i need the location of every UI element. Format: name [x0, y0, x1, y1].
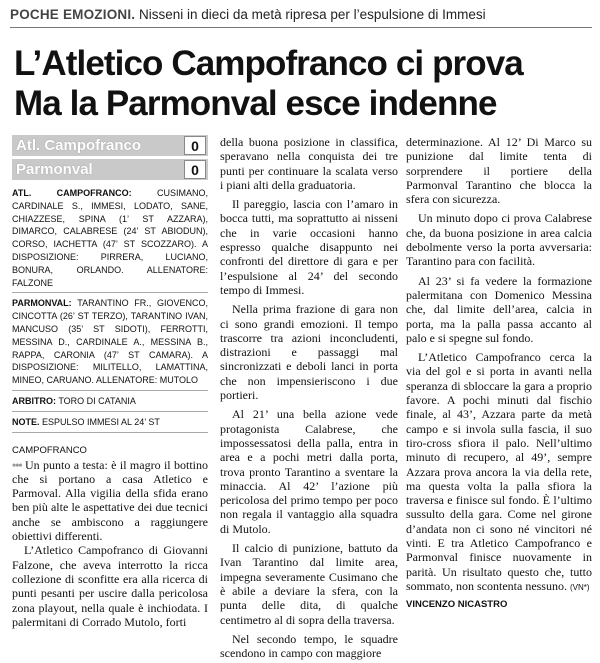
referee-info — [12, 391, 208, 412]
lineup-campofranco — [12, 183, 208, 293]
col3-paragraph-4 — [406, 350, 592, 595]
col3-paragraph-2: Un minuto dopo ci prova Calabrese che, da buona posizione in area calcia debolmente verso la porta avversaria: Tarantino para con facilità. — [406, 211, 592, 269]
col3-paragraph-4-text: L’Atletico Campofranco cerca la via del gol e si porta in avanti nella speranza di sbloccare la gara a proprio favore. A pochi minuti dal fischio finale, al 43’, Azzara parte da metà campo e si invola sulla fascia, il suo tiro-cross sfiora il palo. Nell’ultimo minuto di recupero, al 49’, sempre Azzara prova ancora la via della rete, ma questa volta la palla sfiora la traversa e finisce sul fondo. È l’ultimo sussulto della gara. Come nel girone d’andata non ci sono né vincitori né vinti. E tra Atletico Campofranco e Parmonval finisce nuovamente in parità. Un risultato questo che, tutto sommato, non scontenta nessuno. — [406, 350, 592, 593]
match-notes — [12, 412, 208, 433]
column-1 — [12, 135, 208, 629]
referee-label: ARBITRO: — [12, 395, 56, 406]
score-row-home — [12, 135, 208, 156]
home-team-name: Atl. Campofranco — [16, 137, 142, 154]
article-paragraph — [12, 458, 208, 544]
headline-line-1: L’Atletico Campofranco ci prova — [14, 44, 523, 83]
col2-paragraph-1: della buona posizione in classifica, speravano nella conquista dei tre punti per continuare la scalata verso i piani alti della graduatoria. — [220, 135, 398, 192]
kicker — [10, 6, 592, 24]
headline-line-2: Ma la Parmonval esce indenne — [14, 84, 497, 123]
column-2 — [220, 135, 398, 660]
top-rule — [10, 27, 592, 28]
col3-paragraph-3: Al 23’ si fa vedere la formazione palermitana con Domenico Messina che, dal limite dell’area, calcia in porta, ma la palla passa accanto al palo e si spegne sul fondo. — [406, 273, 592, 345]
author-initials: (VN*) — [569, 582, 590, 592]
dots-marker: ••• — [12, 457, 22, 472]
col2-paragraph-3: Nella prima frazione di gara non ci sono grandi emozioni. Il tempo trascorre tra azioni inconcludenti, distrazioni e passaggi mal sincronizzati e deboli lanci in porta che non impensieriscono i due portieri. — [220, 302, 398, 403]
away-team-name: Parmonval — [16, 161, 93, 178]
lineup-parmonval-text: TARANTINO FR., GIOVENCO, CINCOTTA (26’ ST TERZO), TARANTINO IVAN, MANCUSO (35’ ST SIDOTI), FERROTTI, MESSINA D., CARDINALE A., MESSINA B., RAPPA, CARONIA (47’ ST CAMARA). A DISPOSIZIONE: MILITELLO, LAMATTINA, MINEO, CARUANO. ALLENATORE: MUTOLO — [12, 298, 209, 386]
col1-paragraph-1: Un punto a testa: è il magro il bottino che si portano a casa Atletico e Parmoval. Alla vigilia della sfida erano ben più alte le aspettative dei due tecnici anche se ambiscono a raggiungere obiettivi differenti. — [12, 457, 208, 544]
scoreboard — [12, 135, 208, 180]
away-team-score: 0 — [184, 160, 206, 179]
kicker-text: Nisseni in dieci da metà ripresa per l’espulsione di Immesi — [139, 7, 486, 22]
lineup-campofranco-text: CUSIMANO, CARDINALE S., IMMESI, LODATO, SANE, CHIAZZESE, SPINA (1’ ST AZZARA), DIMARCO, CALABRESE (24’ ST ABIODUN), CORSO, IACHETTA (47’ ST SCOZZARO). A DISPOSIZIONE: PIRRERA, LUCIANO, BONURA, ORLANDO. ALLENATORE: FALZONE — [12, 188, 208, 288]
author-byline: VINCENZO NICASTRO — [406, 599, 508, 611]
referee-text: TORO DI CATANIA — [58, 395, 136, 406]
notes-text: ESPULSO IMMESI AL 24’ ST — [42, 416, 160, 427]
home-team-score: 0 — [184, 136, 206, 155]
col2-paragraph-5: Il calcio di punizione, battuto da Ivan Tarantino dal limite area, impegna severamente Cusimano che è abile a deviare la sfera, con la punta delle dita, di qualche centimetro al di sopra della traversa. — [220, 541, 398, 627]
lineup-parmonval — [12, 293, 208, 391]
headline — [14, 44, 594, 124]
col2-paragraph-2: Il pareggio, lascia con l’amaro in bocca tutti, ma soprattutto ai nisseni che in varie occasioni hanno espresso qualche disappunto nei confronti del direttore di gara e per l’espulsione al 24’ del secondo tempo di Immesi. — [220, 197, 398, 297]
kicker-tag: POCHE EMOZIONI. — [10, 7, 136, 22]
lineup-parmonval-label: PARMONVAL: — [12, 298, 72, 309]
column-3 — [406, 135, 592, 610]
col2-paragraph-6: Nel secondo tempo, le squadre scendono in campo con maggiore — [220, 631, 398, 661]
dateline: CAMPOFRANCO — [12, 444, 87, 456]
notes-label: NOTE. — [12, 416, 40, 427]
col2-paragraph-4: Al 21’ una bella azione vede protagonista Calabrese, che impossessatosi della palla, entra in area e a pochi metri dalla porta, trova pronto Tarantino a sventare la minaccia. Al 42’ l’azione più pericolosa del primo tempo per poco non regala il vantaggio alla squadra di Mutolo. — [220, 407, 398, 536]
col3-paragraph-1: determinazione. Al 12’ Di Marco su punizione dal limite tenta di sorprendere il portiere della Parmonval Tarantino che blocca la sfera con sicurezza. — [406, 135, 592, 207]
score-row-away — [12, 159, 208, 180]
col1-paragraph-2: L’Atletico Campofranco di Giovanni Falzone, che aveva interrotto la ricca collezione di sconfitte era alla ricerca di punti pesanti per uscire dalla pericolosa zona playout, nella quale è inchiodata. I palermitani di Corrado Mutolo, forti — [12, 543, 208, 629]
lineup-campofranco-label: ATL. CAMPOFRANCO: — [12, 188, 132, 198]
